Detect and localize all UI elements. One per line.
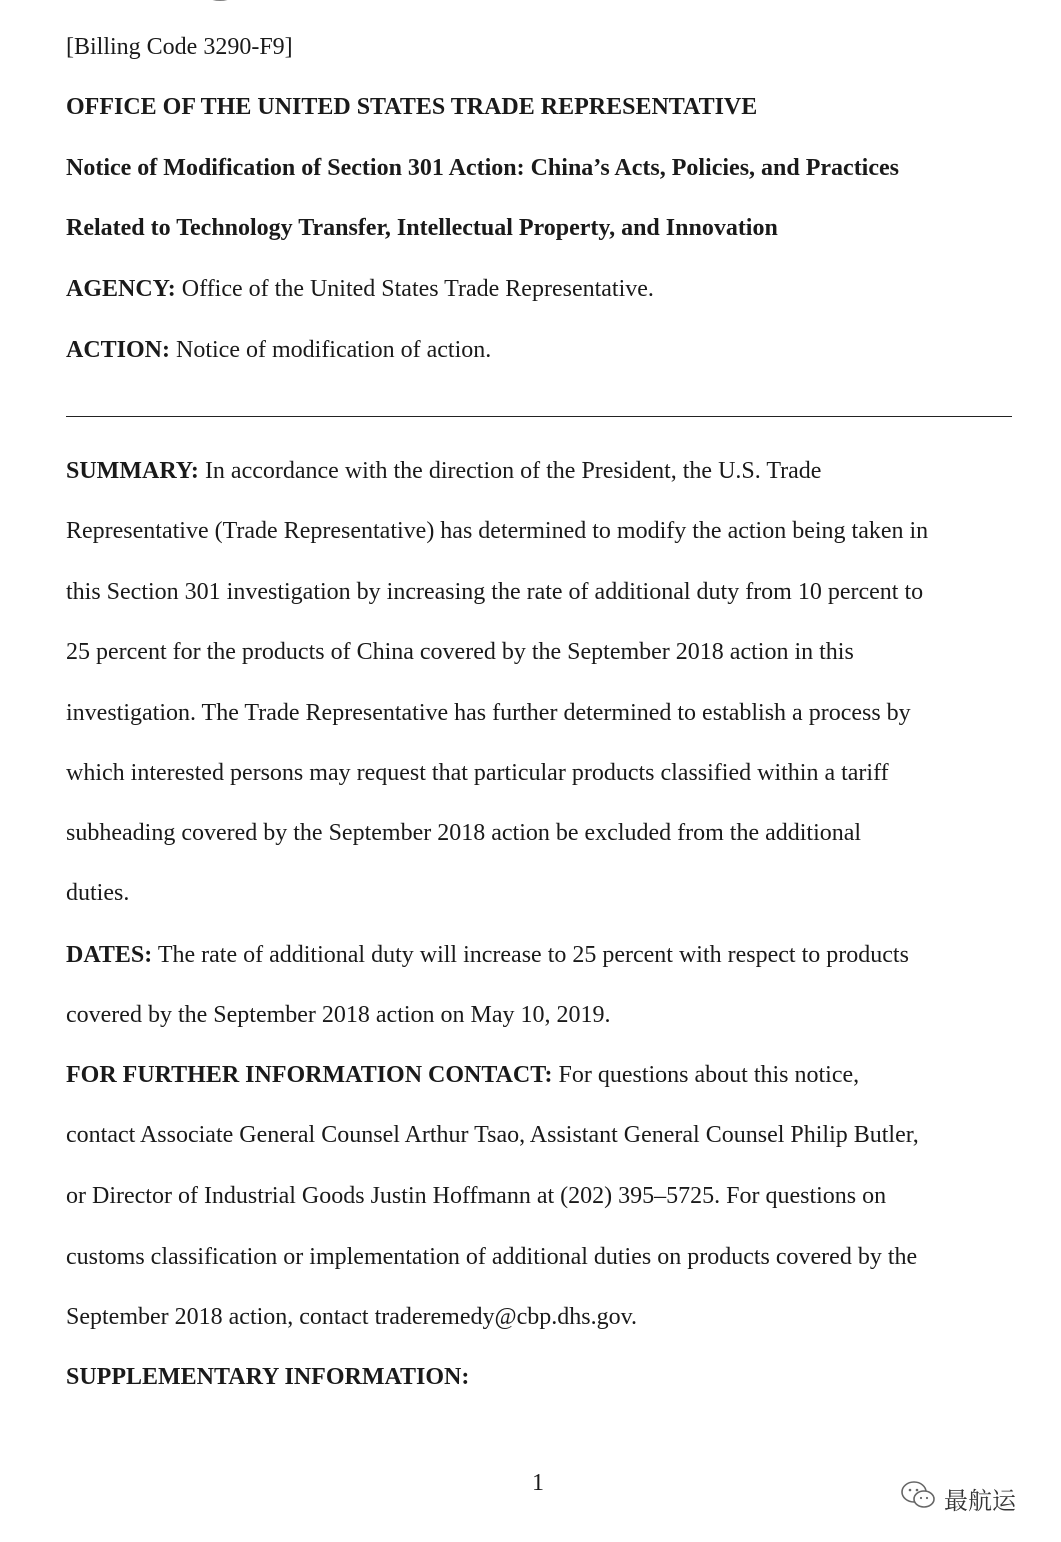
notice-title-line-2: Related to Technology Transfer, Intellectual Property, and Innovation: [66, 215, 778, 241]
contact-text: For questions about this notice,: [558, 1062, 860, 1088]
agency-label: AGENCY:: [66, 276, 176, 302]
notice-title-line-1: Notice of Modification of Section 301 Action: China’s Acts, Policies, and Practices: [66, 155, 899, 181]
summary-line-6: which interested persons may request that particular products classified within a tariff: [66, 760, 889, 786]
summary-text: In accordance with the direction of the President, the U.S. Trade: [204, 458, 822, 484]
wechat-icon: [900, 1480, 936, 1516]
dates-line-1: [66, 940, 909, 970]
summary-line-7: subheading covered by the September 2018 action be excluded from the additional: [66, 820, 862, 846]
summary-line-1: [66, 456, 821, 486]
summary-line-3: this Section 301 investigation by increasing the rate of additional duty from 10 percent to: [66, 579, 924, 605]
summary-label: SUMMARY:: [66, 458, 199, 484]
dates-line-2: covered by the September 2018 action on May 10, 2019.: [66, 1002, 611, 1028]
contact-line-2: contact Associate General Counsel Arthur Tsao, Assistant General Counsel Philip Butler,: [66, 1122, 919, 1148]
contact-line-1: [66, 1060, 859, 1090]
dates-text: The rate of additional duty will increase to 25 percent with respect to products: [157, 942, 909, 968]
contact-line-5: September 2018 action, contact traderemedy@cbp.dhs.gov.: [66, 1304, 638, 1330]
contact-label: FOR FURTHER INFORMATION CONTACT:: [66, 1062, 553, 1088]
agency-seal: [180, 0, 260, 6]
summary-line-4: 25 percent for the products of China covered by the September 2018 action in this: [66, 639, 854, 665]
dates-label: DATES:: [66, 942, 153, 968]
agency-text: Office of the United States Trade Representative.: [181, 276, 654, 302]
office-heading: OFFICE OF THE UNITED STATES TRADE REPRESENTATIVE: [66, 94, 758, 120]
supplementary-heading: SUPPLEMENTARY INFORMATION:: [66, 1364, 470, 1390]
billing-code: [Billing Code 3290-F9]: [66, 34, 293, 60]
summary-line-2: Representative (Trade Representative) has determined to modify the action being taken in: [66, 518, 929, 544]
summary-line-8: duties.: [66, 880, 130, 906]
contact-line-4: customs classification or implementation of additional duties on products covered by the: [66, 1244, 918, 1270]
contact-line-3: or Director of Industrial Goods Justin Hoffmann at (202) 395–5725. For questions on: [66, 1183, 887, 1209]
agency-line: [66, 274, 654, 304]
page-number: 1: [532, 1470, 544, 1496]
action-label: ACTION:: [66, 337, 171, 363]
horizontal-rule: [66, 416, 1012, 417]
watermark: [900, 1480, 1016, 1516]
action-line: [66, 335, 491, 365]
summary-line-5: investigation. The Trade Representative has further determined to establish a process by: [66, 700, 911, 726]
watermark-text: 最航运: [944, 1486, 1016, 1515]
action-text: Notice of modification of action.: [176, 337, 492, 363]
